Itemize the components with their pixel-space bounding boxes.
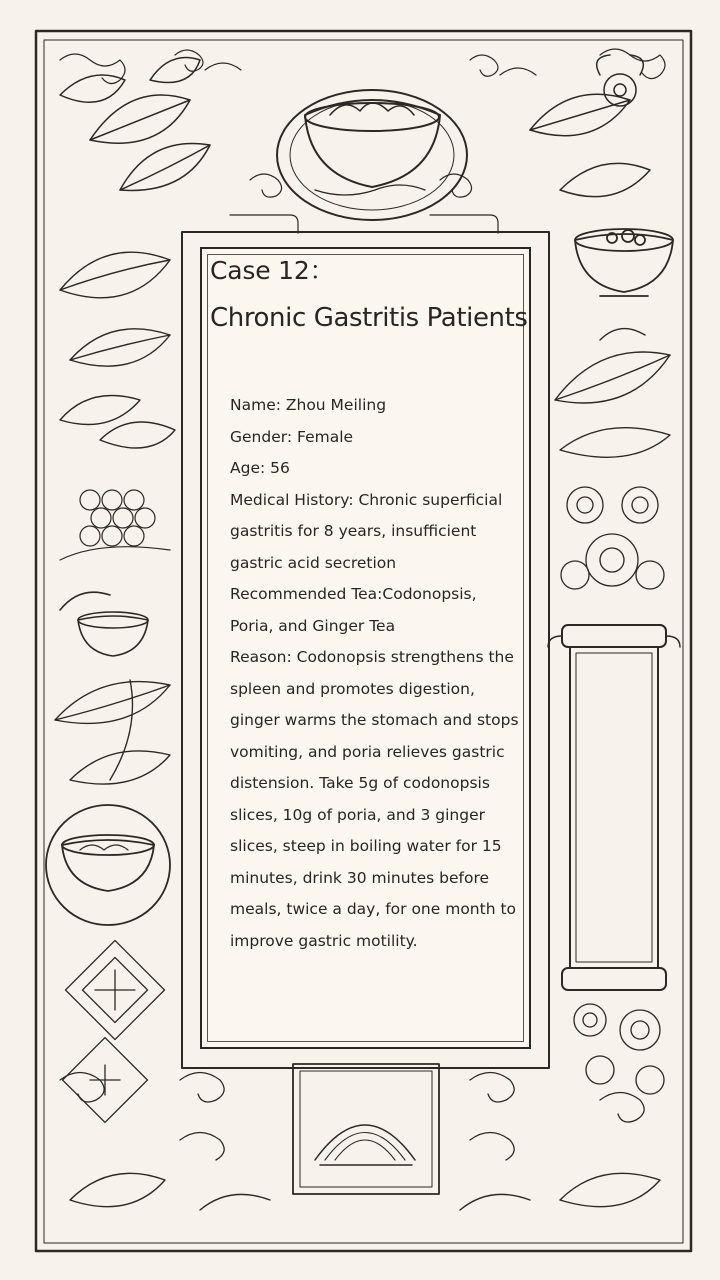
tea-bowl-icon xyxy=(277,90,467,220)
case-details xyxy=(230,390,520,957)
leaf-icon xyxy=(60,58,210,191)
recommended-tea-field: Recommended Tea:Codonopsis, Poria, and Ginger Tea xyxy=(230,585,477,635)
scroll-icon xyxy=(548,625,680,990)
leaf-icon xyxy=(555,329,670,458)
case-subtitle: Chronic Gastritis Patients xyxy=(210,303,528,333)
tea-bowl-icon xyxy=(575,229,673,296)
medical-history-field: Medical History: Chronic superficial gastritis for 8 years, insufficient gastric acid secretion xyxy=(230,490,503,572)
reason-field: Reason: Codonopsis strengthens the spleen and promotes digestion, ginger warms the stomach and stops vomiting, and poria relieves gastric distension. Take 5g of codonopsis slices, 10g of poria, and 3 ginger slices, steep in boiling water for 15 minutes, drink 30 minutes before meals, twice a day, for one month to improve gastric motility. xyxy=(230,648,519,950)
cloud-scroll-icon xyxy=(574,1004,664,1094)
case-card xyxy=(200,247,531,1049)
scroll-icon xyxy=(293,1064,439,1194)
tea-bowl-icon xyxy=(46,805,170,925)
flower-icon xyxy=(60,490,170,560)
leaf-icon xyxy=(70,1173,660,1210)
tea-bowl-icon xyxy=(60,592,148,656)
name-field: Name: Zhou Meiling xyxy=(230,396,387,414)
flower-icon xyxy=(530,55,650,197)
leaf-icon xyxy=(55,680,170,784)
cloud-scroll-icon xyxy=(561,487,664,589)
cloud-scroll-icon xyxy=(60,1073,644,1161)
age-field: Age: 56 xyxy=(230,459,290,477)
gender-field: Gender: Female xyxy=(230,427,354,446)
case-title: Case 12： xyxy=(210,256,335,285)
top-scroll-band xyxy=(60,49,665,233)
leaf-icon xyxy=(60,252,175,448)
